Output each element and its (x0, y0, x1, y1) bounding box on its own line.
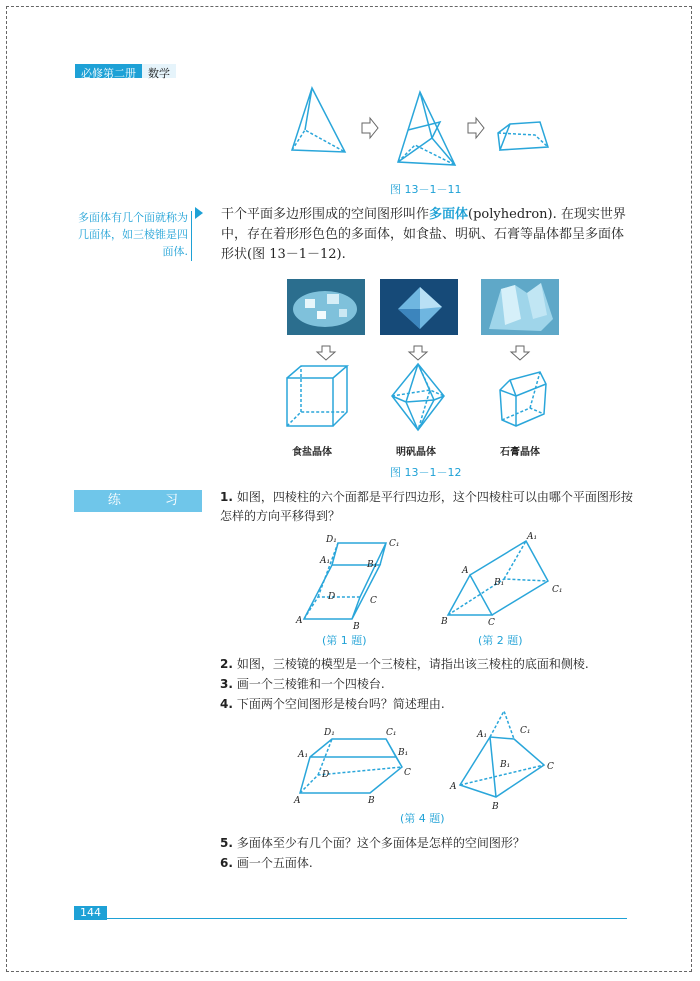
question-6-text: 画一个五面体. (236, 856, 313, 870)
prism4-label-B: B (353, 622, 360, 632)
solid4b-label-A: A (450, 782, 457, 792)
frustum-label-B: B (368, 796, 375, 806)
subject-label: 数学 (142, 64, 176, 78)
frustum-label-C: C (404, 768, 411, 778)
footer-rule (107, 918, 627, 919)
question-1-number: 1. (220, 490, 233, 504)
solid4b-label-B: B (492, 802, 499, 812)
frustum-label-D: D (322, 770, 330, 780)
question-3 (220, 675, 640, 694)
question-1-text: 如图，四棱柱的六个面都是平行四边形，这个四棱柱可以由哪个平面图形按怎样的方向平移得到？ (220, 490, 633, 523)
prism3-label-C1: C₁ (552, 585, 563, 595)
prism4-label-C: C (370, 596, 377, 606)
prism4-label-B1: B₁ (367, 560, 378, 570)
question-6-number: 6. (220, 856, 233, 870)
frustum-label-D1: D₁ (324, 728, 335, 738)
prism3-label-C: C (488, 618, 495, 628)
question-4-figures (0, 705, 700, 812)
solid4b-label-A1: A₁ (477, 730, 488, 740)
figure-13-1-12-caption: 图 13－1－12 (390, 466, 462, 479)
question-4-number: 4. (220, 697, 233, 711)
prism4-label-A: A (296, 616, 303, 626)
side-note: 多面体有几个面就称为几面体，如三棱锥是四面体. (78, 211, 188, 258)
label-salt: 食盐晶体 (292, 447, 332, 458)
question-5 (220, 834, 640, 853)
label-alum: 明矾晶体 (396, 447, 436, 458)
figure-13-1-11 (0, 0, 700, 200)
solid4b-label-C1: C₁ (520, 726, 531, 736)
prism4-label-D1: D₁ (326, 535, 337, 545)
question-3-number: 3. (220, 677, 233, 691)
paragraph-text-post: (polyhedron). 在现实世界中，存在着形形色色的多面体，如食盐、明矾、石膏等晶体都呈多面体形状(图 13－1－12). (221, 207, 626, 262)
prism4-label-C1: C₁ (389, 539, 400, 549)
question-5-text: 多面体至少有几个面？这个多面体是怎样的空间图形？ (236, 836, 525, 850)
exercise-heading: 练 习 (74, 490, 202, 512)
question-1-2-figures (0, 532, 700, 645)
question-3-text: 画一个三棱锥和一个四棱台. (236, 677, 385, 691)
solid4b-label-B1: B₁ (500, 760, 511, 770)
label-gypsum: 石膏晶体 (500, 447, 540, 458)
frustum-label-B1: B₁ (398, 748, 409, 758)
question-2-number: 2. (220, 657, 233, 671)
question-4-text: 下面两个空间图形是棱台吗？简述理由. (236, 697, 445, 711)
paragraph-text-pre: 干个平面多边形围成的空间图形叫作 (221, 207, 430, 222)
frustum-label-C1: C₁ (386, 728, 397, 738)
prism3-label-A1: A₁ (527, 532, 538, 542)
prism4-label-D: D (328, 592, 336, 602)
term-polyhedron: 多面体 (429, 207, 469, 222)
figure-13-1-11-caption: 图 13－1－11 (390, 183, 462, 196)
prism3-label-A: A (462, 566, 469, 576)
frustum-label-A1: A₁ (298, 750, 309, 760)
book-label: 必修第二册 (75, 64, 142, 78)
crystal-drawings (0, 360, 700, 440)
question-2-text: 如图，三棱镜的模型是一个三棱柱，请指出该三棱柱的底面和侧棱. (236, 657, 589, 671)
question-1 (220, 488, 640, 526)
paragraph-polyhedron (221, 205, 631, 265)
gypsum-crystal-photo (481, 279, 559, 335)
solid4b-label-C: C (547, 762, 554, 772)
question-2-figure-caption: (第 2 题) (478, 634, 523, 647)
question-1-figure-caption: (第 1 题) (322, 634, 367, 647)
question-4-figure-caption: (第 4 题) (400, 812, 445, 825)
page-number: 144 (74, 906, 107, 920)
prism4-label-A1: A₁ (320, 556, 331, 566)
side-note-arrow (195, 207, 203, 219)
alum-crystal-photo (380, 279, 458, 335)
prism3-label-B1: B₁ (494, 578, 505, 588)
frustum-label-A: A (294, 796, 301, 806)
side-note-bar (191, 211, 192, 261)
prism3-label-B: B (441, 617, 448, 627)
question-6 (220, 854, 640, 873)
question-2 (220, 655, 640, 674)
question-5-number: 5. (220, 836, 233, 850)
salt-crystal-photo (287, 279, 365, 335)
